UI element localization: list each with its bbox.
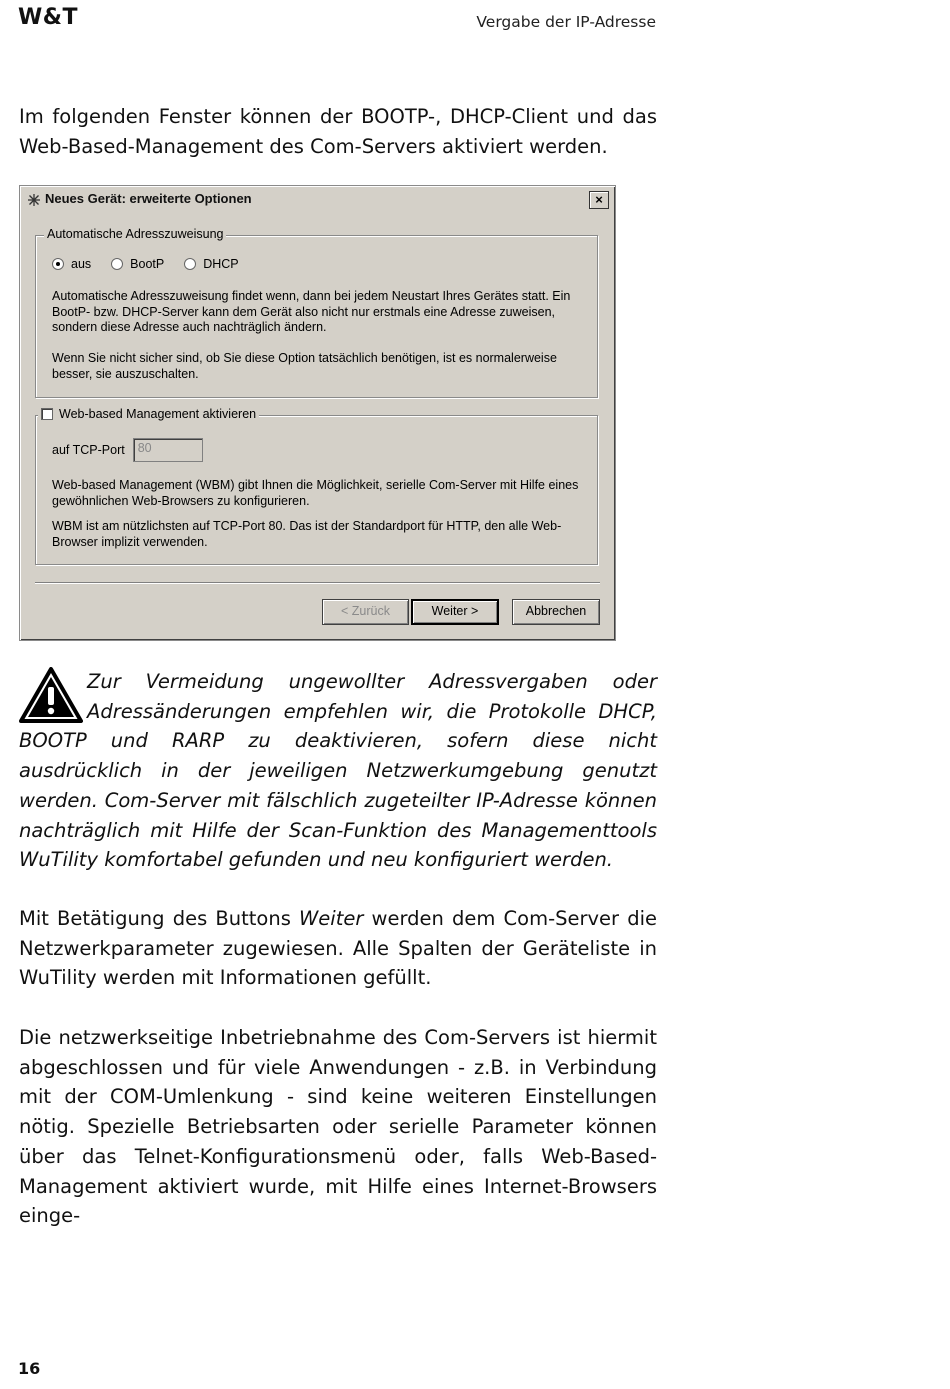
page-number: 16 — [18, 1359, 41, 1378]
next-button-paragraph — [19, 904, 657, 993]
wbm-checkbox-row[interactable] — [38, 407, 259, 421]
address-assignment-group — [35, 227, 598, 398]
radio-button-checked[interactable] — [52, 258, 64, 270]
next-button[interactable]: Weiter > — [411, 599, 499, 625]
back-button[interactable]: < Zurück — [322, 599, 409, 625]
wbm-group — [35, 407, 598, 565]
warning-triangle-icon — [19, 667, 83, 723]
radio-label: DHCP — [203, 257, 239, 271]
dialog-separator — [35, 582, 600, 584]
radio-bootp[interactable] — [111, 257, 164, 271]
cancel-button[interactable]: Abbrechen — [512, 599, 600, 625]
tcp-port-row — [52, 438, 203, 462]
para2-text: Die netzwerkseitige Inbetriebnahme des Com-Servers ist hiermit abgeschlossen und für viele Anwendungen - z.B. in Verbindung mit der COM-Umlenkung - sind keine weiteren Einstellungen nötig. Spezielle Betriebsarten oder serielle Parameter können über das Telnet-Konfigurationsmenü oder, falls Web-Based-Management aktiviert wurde, mit Hilfe eines Internet-Browsers einge- — [19, 1026, 657, 1228]
para1-text — [19, 904, 657, 993]
logo: W&T — [18, 5, 78, 30]
radio-button[interactable] — [184, 258, 196, 270]
wbm-description: Web-based Management (WBM) gibt Ihnen die Möglichkeit, serielle Com-Server mit Hilfe eines gewöhnlichen Web-Browsers zu konfigurieren. — [52, 478, 579, 508]
warning-note — [19, 667, 657, 875]
para1-emphasis: Weiter — [299, 907, 364, 930]
wbm-checkbox[interactable] — [41, 408, 53, 420]
radio-button[interactable] — [111, 258, 123, 270]
options-dialog — [19, 185, 616, 641]
para1-before: Mit Betätigung des Buttons — [19, 907, 299, 930]
tcp-port-input[interactable]: 80 — [133, 438, 203, 462]
wbm-checkbox-label: Web-based Management aktivieren — [59, 407, 257, 421]
intro-paragraph — [19, 102, 657, 161]
assignment-radio-group — [52, 257, 239, 271]
radio-label: BootP — [130, 257, 165, 271]
wbm-hint: WBM ist am nützlichsten auf TCP-Port 80. Das ist der Standardport für HTTP, den alle Web-Browser implizit verwenden. — [52, 519, 562, 549]
para1-after: werden dem Com-Server die Netzwerkparameter zugewiesen. Alle Spalten der Geräteliste in WuTility werden mit Informationen gefüllt. — [19, 907, 657, 990]
close-button[interactable]: × — [589, 191, 609, 209]
completion-paragraph — [19, 1023, 657, 1231]
radio-label: aus — [71, 257, 92, 271]
dialog-titlebar — [23, 189, 612, 210]
assignment-description: Automatische Adresszuweisung findet wenn, dann bei jedem Neustart Ihres Gerätes statt. Ein BootP- bzw. DHCP-Server kann dem Gerät also nicht nur erstmals eine Adresse zuweisen, sondern diese Adresse auch nachträglich ändern. — [52, 289, 571, 334]
section-title: Vergabe der IP-Adresse — [476, 13, 656, 31]
intro-text: Im folgenden Fenster können der BOOTP-, DHCP-Client und das Web-Based-Management des Com-Servers aktiviert werden. — [19, 105, 657, 158]
group-legend: Automatische Adresszuweisung — [44, 227, 226, 241]
radio-aus[interactable] — [52, 257, 91, 271]
tcp-port-label: auf TCP-Port — [52, 443, 125, 457]
assignment-hint: Wenn Sie nicht sicher sind, ob Sie diese Option tatsächlich benötigen, ist es normalerweise besser, sie auszuschalten. — [52, 351, 557, 381]
app-icon — [27, 193, 41, 207]
radio-dhcp[interactable] — [184, 257, 238, 271]
warning-text: Zur Vermeidung ungewollter Adressvergaben oder Adressänderungen empfehlen wir, die Protokolle DHCP, BOOTP und RARP zu deaktivieren, sofern diese nicht ausdrücklich in der jeweiligen Netzwerkumgebung genutzt werden. Com-Server mit fälschlich zugeteilter IP-Adresse können nachträglich mit Hilfe der Scan-Funktion des Managementtools WuTility komfortabel gefunden und neu konfiguriert werden. — [19, 670, 657, 872]
dialog-title: Neues Gerät: erweiterte Optionen — [45, 191, 252, 206]
